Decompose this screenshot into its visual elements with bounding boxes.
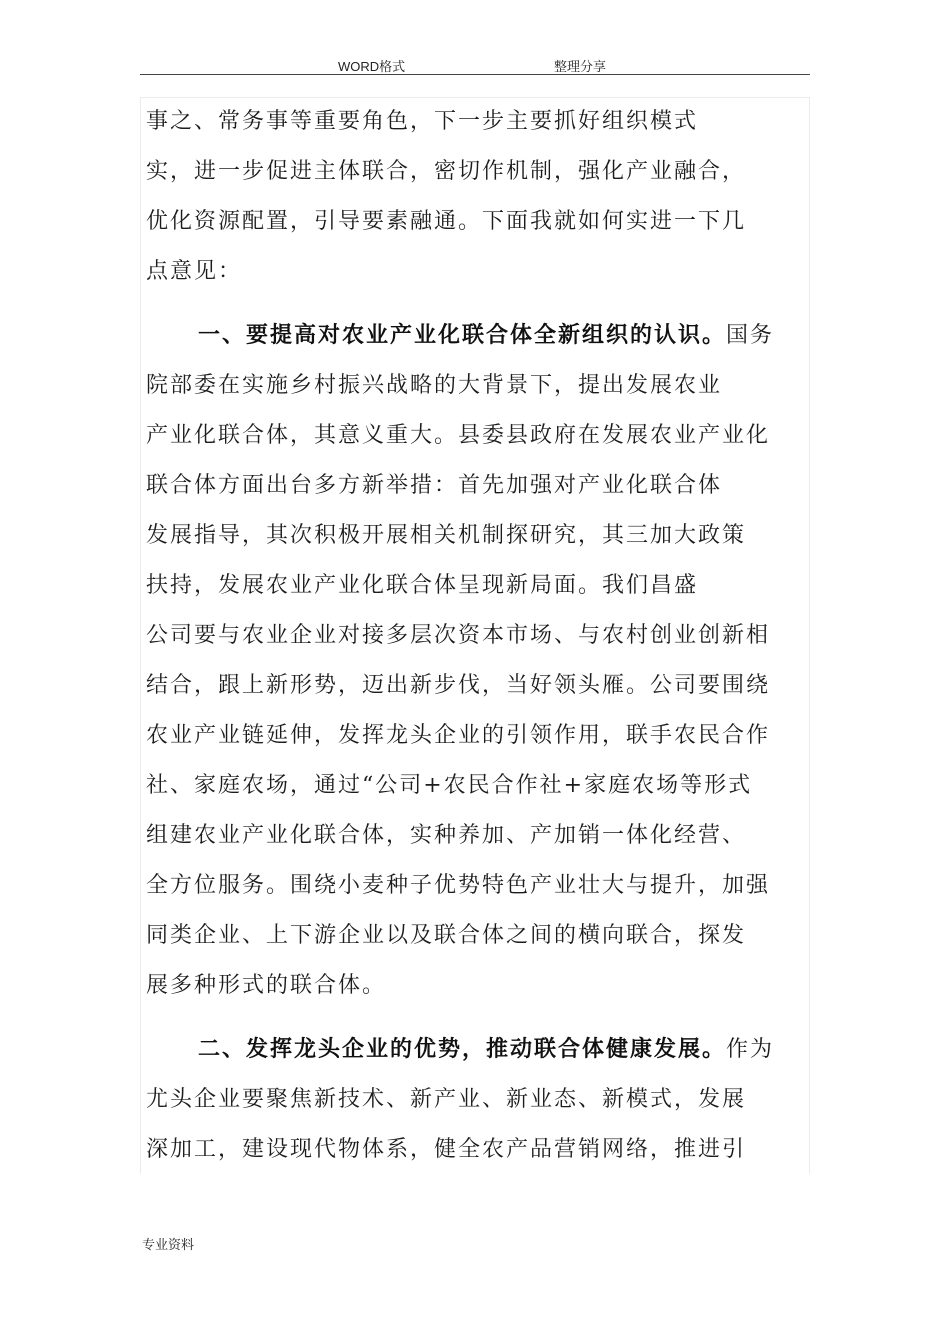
text-line: 事之、常务事等重要角色，下一步主要抓好组织模式	[146, 109, 699, 134]
heading-paragraph-1	[198, 318, 774, 349]
text-line: 实，进一步促进主体联合，密切作机制，强化产业融合，	[146, 159, 747, 184]
text-line: 深加工，建设现代物体系，健全农产品营销网络，推进引	[146, 1137, 747, 1162]
heading-paragraph-2	[198, 1032, 774, 1063]
text-line: 优化资源配置，引导要素融通。下面我就如何实进一下几	[146, 209, 747, 234]
text-line: 扶持，发展农业产业化联合体呈现新局面。我们昌盛	[146, 573, 699, 598]
text-line: 组建农业产业化联合体，实种养加、产加销一体化经营、	[146, 823, 747, 848]
text-line: 联合体方面出台多方新举措：首先加强对产业化联合体	[146, 473, 723, 498]
text-line: 产业化联合体，其意义重大。县委县政府在发展农业产业化	[146, 423, 771, 448]
text-line: 展多种形式的联合体。	[146, 973, 387, 998]
text-line: 全方位服务。围绕小麦种子优势特色产业壮大与提升，加强	[146, 873, 771, 898]
page-header	[140, 56, 810, 75]
text-line: 社、家庭农场，通过“公司+农民合作社+家庭农场等形式	[146, 773, 753, 798]
text-line: 院部委在实施乡村振兴战略的大背景下，提出发展农业	[146, 373, 723, 398]
heading-1-tail: 国务	[726, 323, 775, 348]
page-footer: 专业资料	[142, 1237, 195, 1252]
text-line: 同类企业、上下游企业以及联合体之间的横向联合，探发	[146, 923, 747, 948]
text-line: 农业产业链延伸，发挥龙头企业的引领作用，联手农民合作	[146, 723, 771, 748]
text-line: 结合，跟上新形势，迈出新步伐，当好领头雁。公司要围绕	[146, 673, 771, 698]
text-line: 公司要与农业企业对接多层次资本市场、与农村创业创新相	[146, 623, 771, 648]
text-line: 尤头企业要聚焦新技术、新产业、新业态、新模式，发展	[146, 1087, 747, 1112]
header-right-label: 整理分享	[554, 59, 607, 74]
heading-2-tail: 作为	[726, 1037, 775, 1062]
heading-1-lead: 一、要提高对农业产业化联合体全新组织的认识。	[198, 322, 727, 348]
text-line: 点意见：	[146, 259, 243, 284]
text-line: 发展指导，其次积极开展相关机制探研究，其三加大政策	[146, 523, 747, 548]
heading-2-lead: 二、发挥龙头企业的优势，推动联合体健康发展。	[198, 1036, 727, 1062]
header-left-label: WORD格式	[338, 59, 406, 74]
